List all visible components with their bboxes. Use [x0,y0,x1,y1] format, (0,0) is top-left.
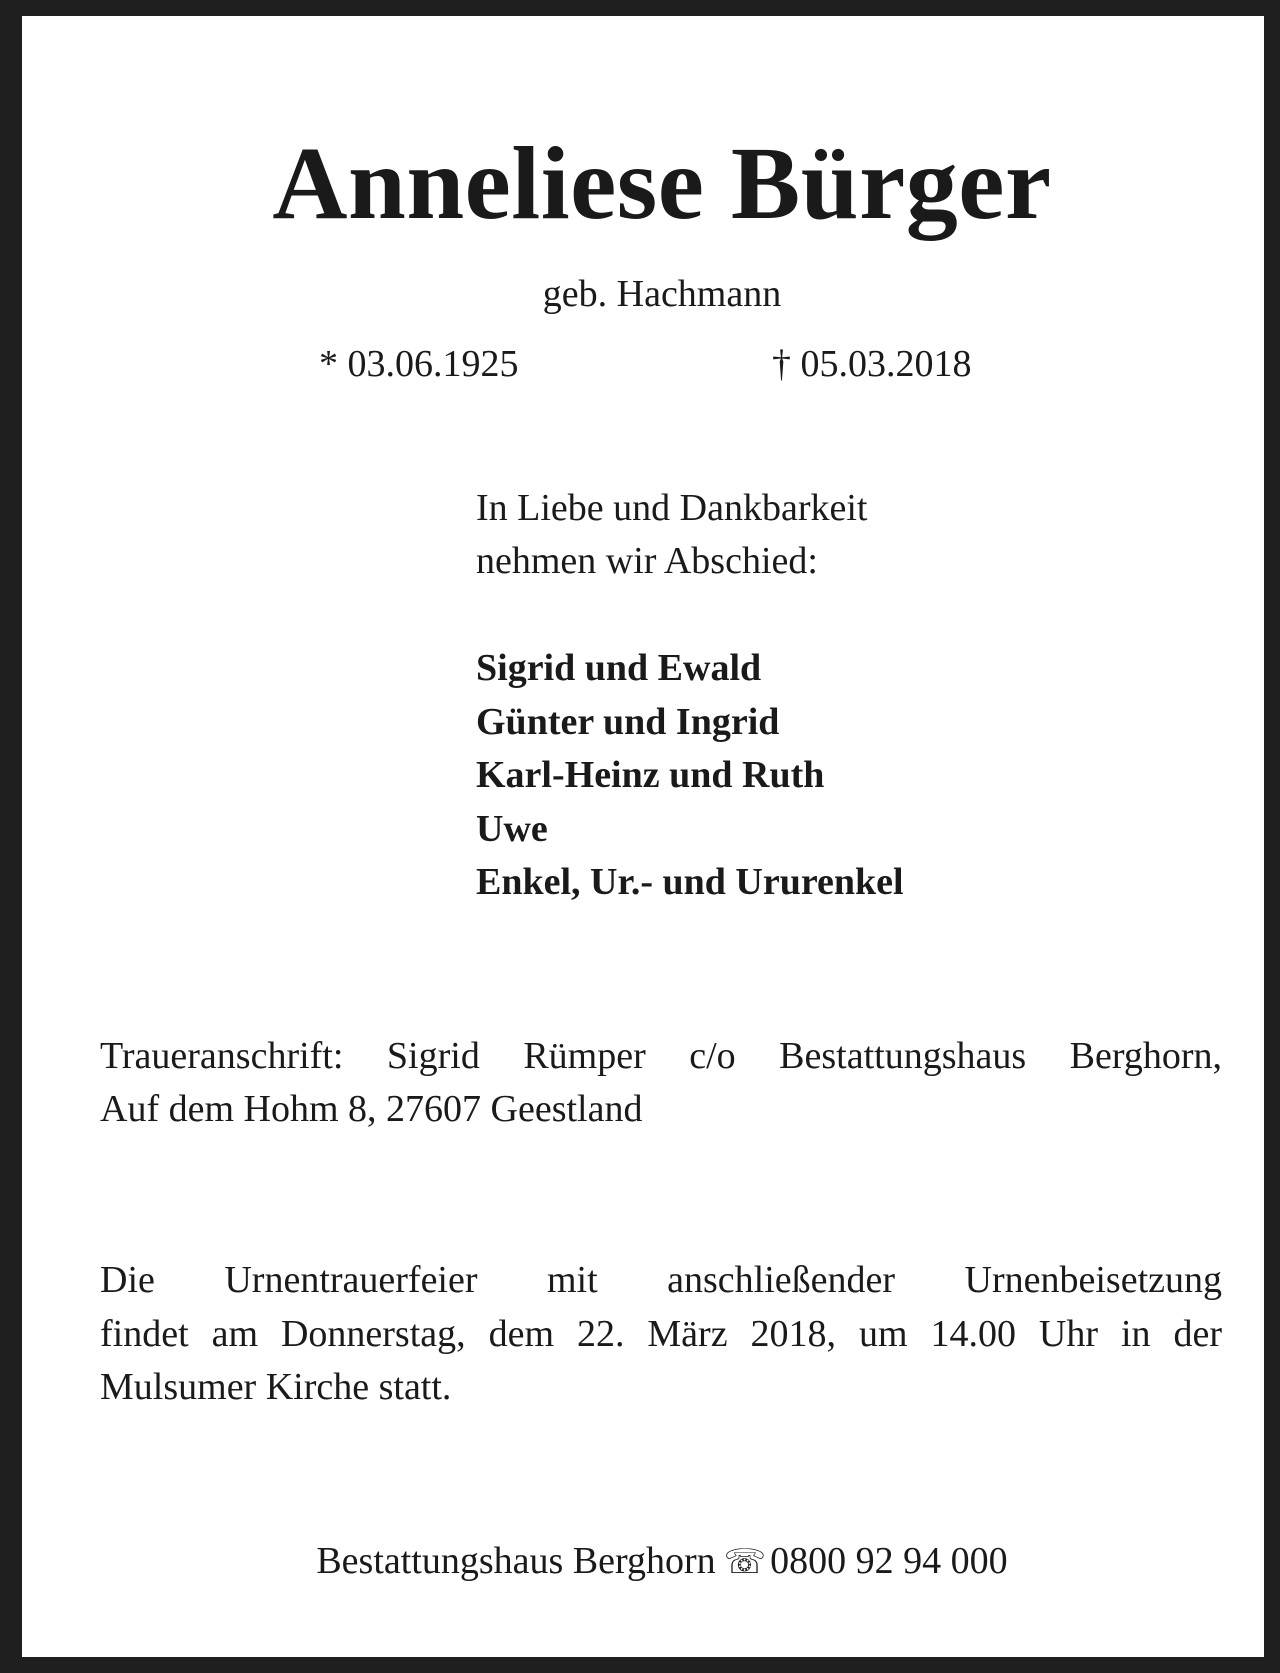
ceremony-line: Die Urnentrauerfeier mit anschließender Urnenbeisetzung [100,1259,1222,1301]
ceremony-details [100,1254,1222,1415]
mourning-address-line: Traueranschrift: Sigrid Rümper c/o Bestattungshaus Berghorn, [100,1035,1222,1077]
funeral-home-contact [22,1534,1280,1589]
mourner-entry: Karl-Heinz und Ruth [476,754,825,796]
mourner-entry: Enkel, Ur.- und Ururenkel [476,861,904,903]
birth-date: * 03.06.1925 [319,343,519,385]
farewell-intro-line: nehmen wir Abschied: [476,540,818,582]
farewell-intro-line: In Liebe und Dankbarkeit [476,487,868,529]
mourner-entry: Günter und Ingrid [476,700,780,743]
ceremony-line: findet am Donnerstag, dem 22. März 2018, um 14.00 Uhr in der [100,1312,1222,1355]
telephone-icon: ☏ [723,1542,767,1582]
funeral-home-phone: 0800 92 94 000 [770,1540,1008,1582]
mourners-list [476,642,904,910]
mourner-entry: Uwe [476,807,548,850]
mourning-address-line: Auf dem Hohm 8, 27607 Geestland [100,1088,643,1130]
farewell-intro [476,482,867,588]
mourner-entry: Sigrid und Ewald [476,647,762,689]
ceremony-line: Mulsumer Kirche statt. [100,1366,452,1408]
funeral-home-name: Bestattungshaus Berghorn [316,1540,716,1582]
maiden-name: geb. Hachmann [542,273,782,315]
mourning-address [100,1030,1222,1136]
death-date: † 05.03.2018 [772,343,972,385]
deceased-name: Anneliese Bürger [272,126,1052,241]
